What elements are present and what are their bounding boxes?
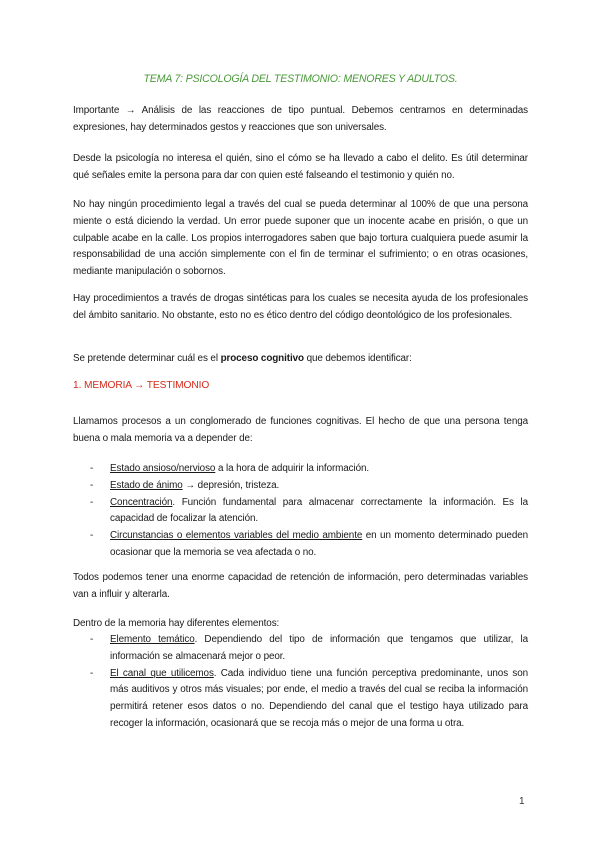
paragraph-procesos: Llamamos procesos a un conglomerado de funciones cognitivas. El hecho de que una persona tenga buena o mala memoria va a depender de: [73,416,528,444]
document-title: TEMA 7: PSICOLOGÍA DEL TESTIMONIO: MENORES Y ADULTOS. [143,73,458,85]
section-heading-memoria: 1. MEMORIA → TESTIMONIO [73,380,210,391]
list-item-term: Concentración [110,496,173,508]
list-item-text: → depresión, tristeza. [182,479,280,491]
paragraph-drogas: Hay procedimientos a través de drogas sintéticas para los cuales se necesita ayuda de los profesionales del ámbito sanitario. No obstante, esto no es ético dentro del código deontológico de los profesionales. [73,293,528,321]
list-item [90,632,528,666]
list-item-text: . Cada individuo tiene una función perceptiva predominante, unos son más auditivos y otros más visuales; por ende, el medio a través del cual se reciba la información permitirá retener esos datos o no. Dependiendo del canal que el testigo haya utilizado para recoger la información, ocasionará que se recoja más o mejor de una forma u otra. [110,667,528,729]
paragraph-retencion: Todos podemos tener una enorme capacidad de retención de información, pero determinadas variables van a influir y alterarla. [73,572,528,600]
list-item-term: El canal que utilicemos [110,667,214,679]
list-memory-elements [90,632,528,733]
p5-bold: proceso cognitivo [220,353,304,364]
dash-icon: - [90,463,94,474]
paragraph-psicologia: Desde la psicología no interesa el quién, sino el cómo se ha llevado a cabo el delito. Es útil determinar qué señales emite la persona para dar con quien esté falseando el testimonio y quién no. [73,153,528,181]
paragraph-procedimiento-legal: No hay ningún procedimiento legal a través del cual se pueda determinar al 100% de que una persona miente o está diciendo la verdad. Un error puede suponer que un inocente acabe en prisión, o que un culpable acabe en la calle. Los propios interrogadores saben que bajo tortura cualquiera puede asumir la responsabilidad de una acción simplemente con el fin de terminar el sufrimiento; o en otras ocasiones, mediante manipulación o sobornos. [73,199,528,278]
dash-icon: - [90,530,94,542]
dash-icon: - [90,634,94,645]
list-item-term: Elemento temático [110,634,195,645]
list-item [90,528,528,562]
list-item [90,478,528,495]
list-item-text: . Función fundamental para almacenar correctamente la información. Es la capacidad de focalizar la atención. [110,496,528,525]
page-number: 1 [519,796,525,807]
paragraph-proceso-cognitivo [73,351,528,368]
p5-after: que debemos identificar: [303,353,412,364]
paragraph-importante: Importante → Análisis de las reacciones de tipo puntual. Debemos centrarnos en determinadas expresiones, hay determinados gestos y reacciones que son universales. [73,105,528,133]
list-memory-factors [90,461,528,562]
list-item-text: a la hora de adquirir la información. [215,463,370,474]
list-item-text: en un momento determinado pueden ocasionar que la memoria se vea afectada o no. [110,530,528,558]
list-item [90,461,528,478]
list-item-term: Circunstancias o elementos variables del medio ambiente [110,530,363,542]
dash-icon: - [90,496,94,508]
list-item-term: Estado de ánimo [110,479,183,491]
paragraph-elementos: Dentro de la memoria hay diferentes elementos: [73,618,280,629]
list-item-term: Estado ansioso/nervioso [110,463,216,474]
list-item [90,495,528,529]
dash-icon: - [90,479,94,491]
dash-icon: - [90,667,94,679]
p5-before: Se pretende determinar cuál es el [73,353,221,364]
list-item [90,666,528,733]
list-item-text: . Dependiendo del tipo de información que tengamos que utilizar, la información se almacenará mejor o peor. [110,634,528,662]
